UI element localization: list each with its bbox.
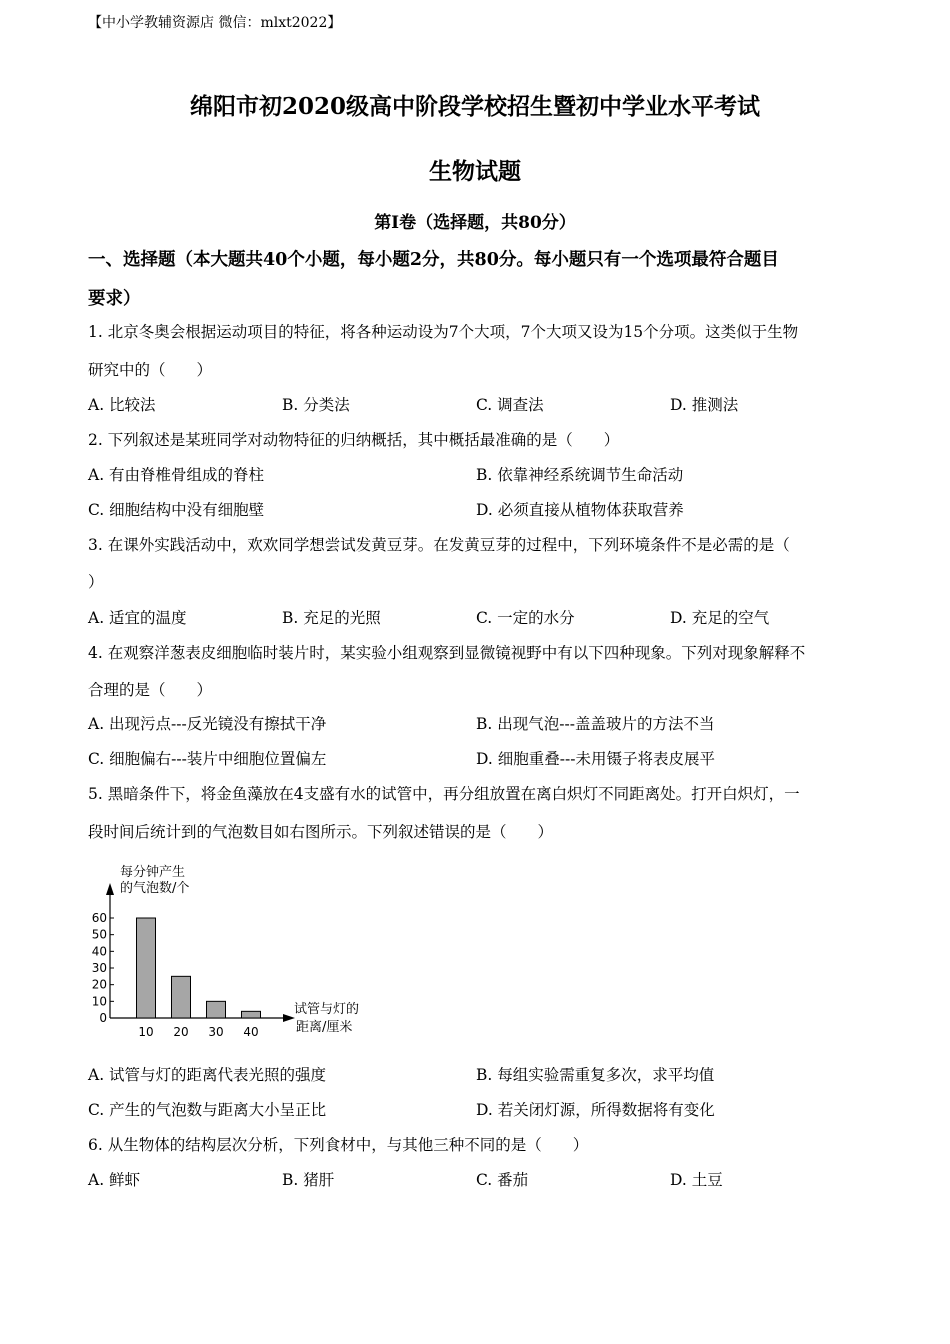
section-heading-line2: 要求） xyxy=(88,289,141,309)
question-2-option-b: B. 依靠神经系统调节生命活动 xyxy=(476,466,684,484)
x-axis-label-line1: 试管与灯的 xyxy=(294,1002,360,1017)
question-1-stem: 1. 北京冬奥会根据运动项目的特征，将各种运动设为7个大项，7个大项又设为15个分项。这类似于生物 xyxy=(88,323,799,341)
question-3-option-d: D. 充足的空气 xyxy=(670,609,770,627)
y-axis-label-line1: 每分钟产生 xyxy=(120,865,186,880)
exam-subtitle: 生物试题 xyxy=(429,158,521,185)
question-6-option-d: D. 土豆 xyxy=(670,1171,723,1189)
question-5-option-d: D. 若关闭灯源，所得数据将有变化 xyxy=(476,1101,715,1119)
question-5-option-b: B. 每组实验需重复多次，求平均值 xyxy=(476,1066,715,1084)
question-6-option-b: B. 猪肝 xyxy=(282,1171,335,1189)
question-3-option-b: B. 充足的光照 xyxy=(282,609,381,627)
x-tick-label: 10 xyxy=(138,1025,154,1039)
question-1-stem-cont: 研究中的（ ） xyxy=(88,361,213,379)
question-1-option-a: A. 比较法 xyxy=(88,396,156,414)
question-4-stem: 4. 在观察洋葱表皮细胞临时装片时，某实验小组观察到显微镜视野中有以下四种现象。下列对现象解释不 xyxy=(88,644,806,662)
question-6-stem: 6. 从生物体的结构层次分析，下列食材中，与其他三种不同的是（ ） xyxy=(88,1136,589,1154)
bar xyxy=(242,1011,261,1018)
y-tick-label: 30 xyxy=(91,961,107,975)
question-3-option-c: C. 一定的水分 xyxy=(476,609,575,627)
question-5-option-a: A. 试管与灯的距离代表光照的强度 xyxy=(88,1066,327,1084)
question-2-option-c: C. 细胞结构中没有细胞壁 xyxy=(88,501,265,519)
y-axis-label-line2: 的气泡数/个 xyxy=(120,881,190,896)
question-4-option-a: A. 出现污点---反光镜没有擦拭干净 xyxy=(88,715,327,733)
y-tick-label: 60 xyxy=(91,911,107,925)
x-tick-label: 20 xyxy=(173,1025,189,1039)
question-3-option-a: A. 适宜的温度 xyxy=(88,609,187,627)
question-4-option-d: D. 细胞重叠---未用镊子将表皮展平 xyxy=(476,750,715,768)
y-axis-arrow xyxy=(106,883,114,895)
bar xyxy=(172,976,191,1018)
x-tick-label: 40 xyxy=(243,1025,259,1039)
y-tick-label: 0 xyxy=(99,1011,107,1025)
question-3-stem-cont: ） xyxy=(88,573,104,591)
section-heading-line1: 一、选择题（本大题共40个小题，每小题2分，共80分。每小题只有一个选项最符合题目 xyxy=(88,250,779,270)
question-5-stem-cont: 段时间后统计到的气泡数目如右图所示。下列叙述错误的是（ ） xyxy=(88,823,554,841)
bar xyxy=(207,1001,226,1018)
question-6-option-a: A. 鲜虾 xyxy=(88,1171,141,1189)
question-2-option-d: D. 必须直接从植物体获取营养 xyxy=(476,501,684,519)
question-2-option-a: A. 有由脊椎骨组成的脊柱 xyxy=(88,466,265,484)
x-tick-label: 30 xyxy=(208,1025,224,1039)
part-heading: 第I卷（选择题，共80分） xyxy=(374,213,576,233)
bar xyxy=(137,918,156,1018)
question-2-stem: 2. 下列叙述是某班同学对动物特征的归纳概括，其中概括最准确的是（ ） xyxy=(88,431,620,449)
question-4-option-b: B. 出现气泡---盖盖玻片的方法不当 xyxy=(476,715,715,733)
question-1-option-b: B. 分类法 xyxy=(282,396,350,414)
question-5-option-c: C. 产生的气泡数与距离大小呈正比 xyxy=(88,1101,327,1119)
y-tick-label: 20 xyxy=(91,977,107,992)
question-6-option-c: C. 番茄 xyxy=(476,1171,529,1189)
exam-title: 绵阳市初2020级高中阶段学校招生暨初中学业水平考试 xyxy=(189,93,760,120)
x-axis-label-line2: 距离/厘米 xyxy=(296,1020,353,1035)
bubble-count-bar-chart xyxy=(80,855,380,1045)
y-tick-label: 50 xyxy=(91,927,107,942)
question-4-option-c: C. 细胞偏右---装片中细胞位置偏左 xyxy=(88,750,327,768)
question-5-stem: 5. 黑暗条件下，将金鱼藻放在4支盛有水的试管中，再分组放置在离白炽灯不同距离处。打开白炽灯，一 xyxy=(88,785,800,803)
question-1-option-c: C. 调查法 xyxy=(476,396,544,414)
y-tick-label: 10 xyxy=(91,994,107,1009)
question-1-option-d: D. 推测法 xyxy=(670,396,739,414)
question-4-stem-cont: 合理的是（ ） xyxy=(88,681,213,699)
y-tick-label: 40 xyxy=(91,944,107,959)
shop-header: 【中小学教辅资源店 微信：mlxt2022】 xyxy=(88,15,342,31)
question-3-stem: 3. 在课外实践活动中，欢欢同学想尝试发黄豆芽。在发黄豆芽的过程中，下列环境条件不是必需的是（ xyxy=(88,536,790,554)
